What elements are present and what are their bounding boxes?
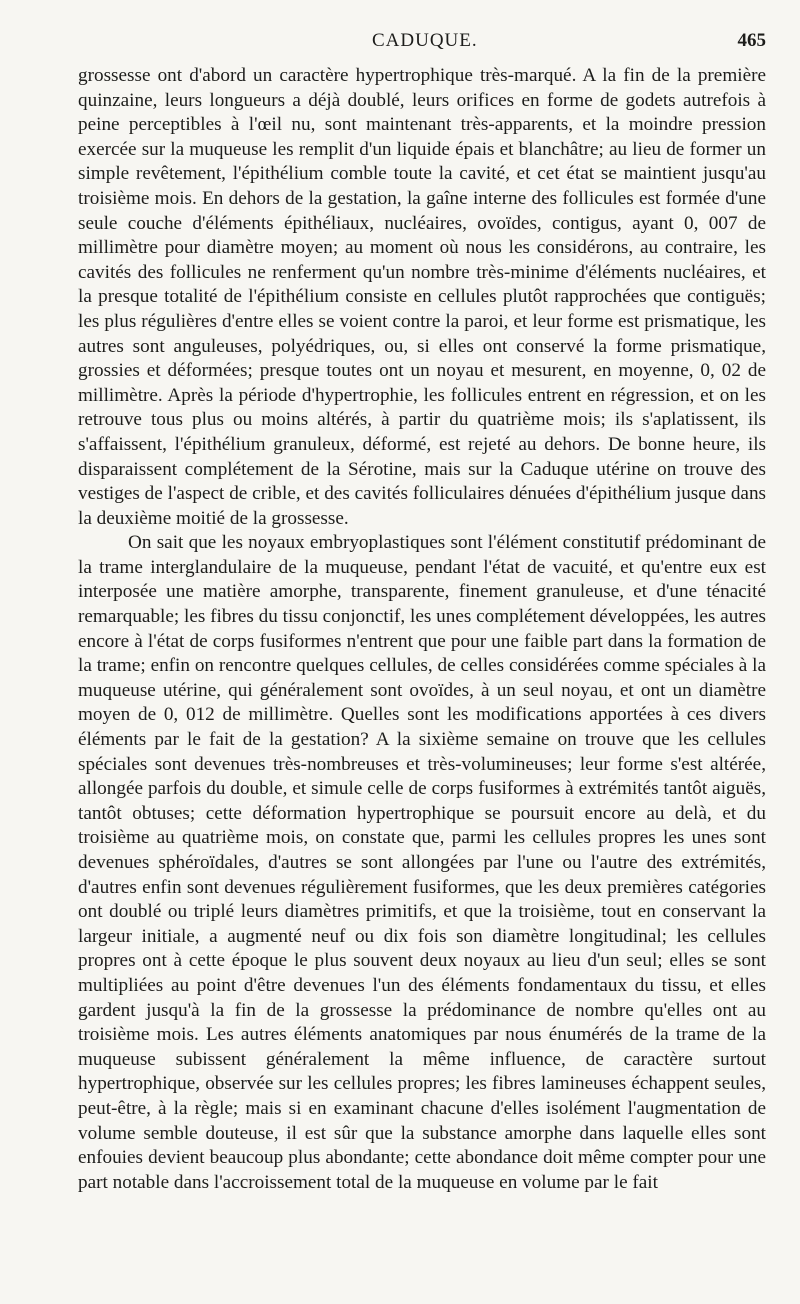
paragraph: On sait que les noyaux embryoplastiques sont l'élément constitutif prédominant de la trame interglandulaire de la muqueuse, pendant l'état de vacuité, et qu'entre eux est interposée une matière amorphe, transparente, finement granuleuse, et d'une ténacité remarquable; les fibres du tissu conjonctif, les unes complétement développées, les autres encore à l'état de corps fusiformes n'entrent que pour une faible part dans la formation de la trame; enfin on rencontre quelques cellules, de celles considérées comme spéciales à la muqueuse utérine, qui généralement sont ovoïdes, à un seul noyau, et ont un diamètre moyen de 0, 012 de millimètre. Quelles sont les modifications apportées à ces divers éléments par le fait de la gestation? A la sixième semaine on trouve que les cellules spéciales sont devenues très-nombreuses et très-volumineuses; leur forme s'est altérée, allongée parfois du double, et simule celle de corps fusiformes à extrémités tantôt aiguës, tantôt obtuses; cette déformation hypertrophique se poursuit encore au delà, et du troisième au quatrième mois, on constate que, parmi les cellules propres les unes sont devenues sphéroïdales, d'autres se sont allongées par l'une ou l'autre des extrémités, d'autres enfin sont devenues régulièrement fusiformes, que les deux premières catégories ont doublé ou triplé leurs diamètres primitifs, et que la troisième, tout en conservant la largeur initiale, a augmenté neuf ou dix fois son diamètre longitudinal; les cellules propres ont à cette époque le plus souvent deux noyaux au lieu d'un seul; elles se sont multipliées au point d'être devenues l'un des éléments fondamentaux du tissu, et elles gardent jusqu'à la fin de la grossesse la prédominance de nombre qu'elles ont au troisième mois. Les autres éléments anatomiques par nous énumérés de la trame de la muqueuse subissent généralement la même influence, de caractère surtout hypertrophique, observée sur les cellules propres; les fibres lamineuses échappent seules, peut-être, à la règle; mais si en examinant chacune d'elles isolément l'augmentation de volume semble douteuse, il est sûr que la substance amorphe dans laquelle elles sont enfouies devient beaucoup plus abondante; cette abondance doit même compter pour une part notable dans l'accroissement total de la muqueuse en volume par le fait [78, 532, 766, 1193]
running-head [78, 30, 766, 60]
paragraph-continued: grossesse ont d'abord un caractère hypertrophique très-marqué. A la fin de la première quinzaine, leurs longueurs a déjà doublé, leurs orifices en forme de godets autrefois à peine perceptibles à l'œil nu, sont maintenant très-apparents, et la moindre pression exercée sur la muqueuse les remplit d'un liquide épais et blanchâtre; au lieu de former un simple revêtement, l'épithélium comble toute la cavité, et cet état se maintient jusqu'au troisième mois. En dehors de la gestation, la gaîne interne des follicules est formée d'une seule couche d'éléments épithéliaux, nucléaires, ovoïdes, contigus, ayant 0, 007 de millimètre pour diamètre moyen; au moment où nous les considérons, au contraire, les cavités des follicules ne renferment qu'un nombre très-minime d'éléments nucléaires, et la presque totalité de l'épithélium consiste en cellules plutôt rapprochées que contiguës; les plus régulières d'entre elles se voient contre la paroi, et leur forme est prismatique, les autres sont anguleuses, polyédriques, ou, si elles ont conservé la forme prismatique, grossies et déformées; presque toutes ont un noyau et mesurent, en moyenne, 0, 02 de millimètre. Après la période d'hypertrophie, les follicules entrent en régression, et on les retrouve tous plus ou moins altérés, à partir du quatrième mois; ils s'aplatissent, ils s'affaissent, l'épithélium granuleux, déformé, est rejeté au dehors. De bonne heure, ils disparaissent complétement de la Sérotine, mais sur la Caduque utérine on trouve des vestiges de l'aspect de crible, et des cavités folliculaires dénuées d'épithélium jusque dans la deuxième moitié de la grossesse. [78, 65, 766, 529]
body-text [78, 64, 766, 1195]
running-title: CADUQUE. [372, 30, 478, 51]
page-number: 465 [737, 30, 766, 51]
